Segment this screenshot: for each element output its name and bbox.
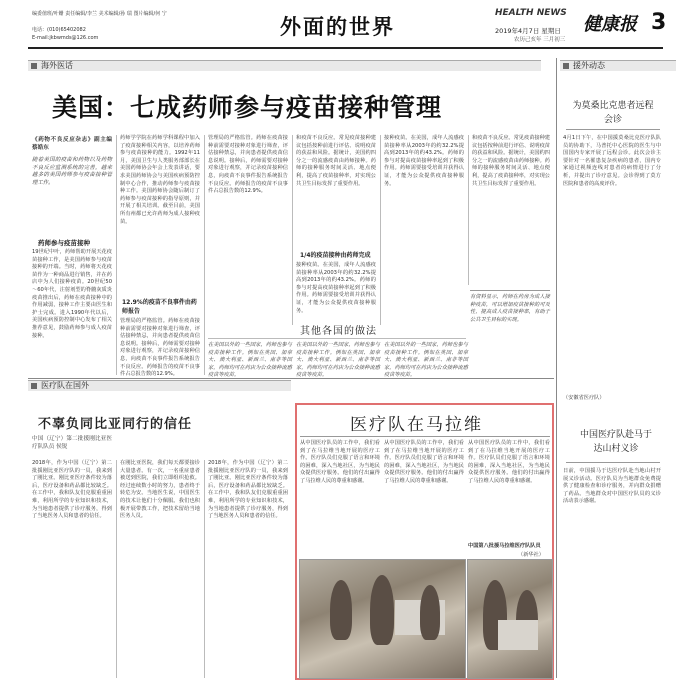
malawi-photo-side <box>467 559 553 679</box>
divider <box>204 135 205 375</box>
main-lead: 随着美国的疫苗和药物以及药物不良反应监测系统的完善，越来越多的美国药师参与疫苗接种管理工作。 <box>32 157 112 186</box>
main-col-2b: 管理局的严格监管。药师在疫苗接种前需要对接种对象进行筛查，评估接种禁忌，并向患者提供疫苗信息说明。接种后，药师需要对接种对象进行观察，并记录疫苗接种信息，向疫苗不良事件报告系统报告不良反应。药师报告的疫苗不良事件占总报告数的12.9%。 <box>120 318 200 378</box>
main-col-2: 药师学学院在药师学科课程中加入了疫苗接种相关内容，以培养药师参与疫苗接种的能力。1992年11月，美国卫生与人类服务部部长在美国药师协会年会上发表讲话，要求美国药师协会与美国疾病预防控制中心合作，推动药师参与疫苗接种工作。美国药师协会随后制订了药师参与疫苗接种的指导原则，并开展了相关培训。截至目前，美国所有州都已允许药师为成人接种疫苗。 <box>120 135 200 225</box>
section-rule <box>28 378 554 379</box>
editor-credits <box>32 11 262 18</box>
main-col-4b: 接种疫苗。在美国，成年人流感疫苗接种率从2003年的约32.2%提高到2013年的约43.2%。药师的参与对提高疫苗接种率起到了积极作用。药师需要接受培训并获得认证，才能为公众提供疫苗接种服务。 <box>296 262 376 314</box>
malawi-col-1: 从中国医疗队员的工作中，我们看到了在马拉维当地开展的医疗工作。医疗队员们克服了语言和环境的困难，深入当地社区，为当地民众提供医疗服务。他们的付出赢得了马拉维人民的尊重和感谢。 <box>300 440 380 484</box>
malawi-col-2: 从中国医疗队员的工作中，我们看到了在马拉维当地开展的医疗工作。医疗队员们克服了语言和环境的困难，深入当地社区，为当地民众提供医疗服务。他们的付出赢得了马拉维人民的尊重和感谢。 <box>384 440 464 484</box>
masthead <box>0 0 682 50</box>
main-col-1: 19世纪中叶，药师帮助开展天花疫苗接种工作，是美国药师参与疫苗接种的开端。当时，药师将天花疫苗作为一种商品进行销售，并在药店中为人们接种疫苗。20世纪50～60年代，注射剂型的脊髓灰质炎疫苗推出后，药师在疫苗接种中的作用减弱，接种工作主要由医生和护士完成。进入1990年代以后，美国疾病预防控制中心发布了相关推荐意见，鼓励药师参与成人疫苗接种。 <box>32 249 112 339</box>
divider <box>204 460 205 678</box>
credit-3: 美术编辑/孙 瑞 <box>98 11 132 17</box>
section-label-column <box>560 60 676 71</box>
subhead-2: 12.9%的疫苗不良事件由药师报告 <box>122 299 197 315</box>
aid-col-1: 2018年，作为中国（辽宁）第二批援刚比亚医疗队的一员，我来到了刚比亚。刚比亚医疗条件较为落后，医疗设备和药品都比较缺乏。在工作中，我和队友们克服重重困难，利用所学的专业知识和技术，为当地患者提供了诊疗服务，得到了当地医务人员和患者的信任。 <box>32 460 112 520</box>
malawi-photo-main <box>299 559 466 679</box>
sidebar-col-2: 在美国以外的一些国家，药师也参与疫苗接种工作。例如在英国、加拿大、澳大利亚、新西兰、南非等国家，药师均可在药店为公众接种流感疫苗等疫苗。 <box>296 342 380 379</box>
malawi-caption: 中国第八批援马拉维医疗队队员 <box>468 543 541 549</box>
right-headline: 为莫桑比克患者远程会诊 <box>572 101 654 125</box>
contact-2: E-mail:jkbwmds@126.com <box>32 35 99 41</box>
contact-1: 电话：(010)65402082 <box>32 27 86 33</box>
box-note: 有资料显示，药师在药房为成人接种疫苗，可以增加疫苗接种的可及性，提高成人疫苗接种率，有助于公共卫生目标的实现。 <box>470 290 550 342</box>
subhead-1: 药师参与疫苗接种 <box>38 239 90 247</box>
right-bottom-rule <box>566 462 660 463</box>
divider <box>116 135 117 375</box>
main-col-3: 管理局的严格监管。药师在疫苗接种前需要对接种对象进行筛查，评估接种禁忌，并向患者提供疫苗信息说明。接种后，药师需要对接种对象进行观察，并记录疫苗接种信息，向疫苗不良事件报告系统报告不良反应。药师报告的疫苗不良事件占总报告数的12.9%。 <box>208 135 288 195</box>
right-bottom-headline: 中国医疗队赴马于达山村义诊 <box>580 430 653 454</box>
date-line: 2019年4月7日 星期日 <box>495 27 561 35</box>
malawi-rule <box>300 436 550 437</box>
main-col-5: 接种疫苗。在美国，成年人流感疫苗接种率从2003年的约32.2%提高到2013年的约43.2%。药师的参与对提高疫苗接种率起到了积极作用。药师需要接受培训并获得认证，才能为公众提供疫苗接种服务。 <box>384 135 464 187</box>
divider <box>380 135 381 325</box>
section-label-aid-text: 医疗队在国外 <box>41 381 89 390</box>
sidebar-rule <box>208 338 466 339</box>
right-source: （安徽省医疗队） <box>563 395 605 401</box>
divider <box>116 460 117 678</box>
aid-col-2: 在刚比亚医院，我们每天都要接诊大量患者。有一次，一名重症患者被送到医院，我们立即组织抢救。经过连续数小时的努力，患者终于转危为安。当地医生说，中国医生的技术让他们十分佩服。我们也积极开展带教工作，把技术留给当地医务人员。 <box>120 460 200 520</box>
main-headline: 美国：七成药师参与疫苗接种管理 <box>52 93 443 122</box>
right-bottom-text: 日前，中国援马于达医疗队赴当地山村开展义诊活动。医疗队员为当地群众免费提供了健康检查和诊疗服务，并向群众捐赠了药品。当地群众对中国医疗队员的义诊活动表示感谢。 <box>563 468 661 505</box>
column-divider <box>556 58 557 678</box>
section-label-overseas-text: 海外医话 <box>41 61 73 70</box>
sidebar-col-1: 在美国以外的一些国家，药师也参与疫苗接种工作。例如在英国、加拿大、澳大利亚、新西兰、南非等国家，药师均可在药店为公众接种流感疫苗等疫苗。 <box>208 342 292 379</box>
right-text: 4月1日下午，在中国援莫桑比克医疗队队员的协助下，马普托中心医院的医生与中国国内专家开展了远程会诊。此次会诊主要针对一名罹患复杂疾病的患者，国内专家通过视频连线对患者的病情进行了分析，并提出了诊疗意见。会诊得到了莫方医院和患者的高度评价。 <box>563 135 661 187</box>
sidebar-title: 其他各国的做法 <box>300 326 377 337</box>
main-col-6: 和疫苗不良反应。常见疫苗接种建议包括按种前进行评估、说明疫苗的获益和风险。据统计，美国约四分之一的流感疫苗由药师接种。药师的接种服务时间灵活、地点便利，提高了疫苗接种率，对实现公共卫生目标发挥了重要作用。 <box>472 135 550 187</box>
subhead-3: 1/4的疫苗接种由药师完成 <box>300 252 371 259</box>
cn-name: 健康报 <box>583 14 637 35</box>
aid-headline: 不辜负同比亚同行的信任 <box>38 417 193 432</box>
aid-byline: 中国（辽宁）第二批援刚比亚医疗队队员 侯锐 <box>32 436 112 450</box>
right-rule <box>566 129 660 130</box>
sidebar-col-3: 在美国以外的一些国家，药师也参与疫苗接种工作。例如在英国、加拿大、澳大利亚、新西兰、南非等国家，药师均可在药店为公众接种流感疫苗等疫苗。 <box>384 342 468 379</box>
en-name: HEALTH NEWS <box>495 8 567 18</box>
aid-col-3: 2018年，作为中国（辽宁）第二批援刚比亚医疗队的一员，我来到了刚比亚。刚比亚医疗条件较为落后，医疗设备和药品都比较缺乏。在工作中，我和队友们克服重重困难，利用所学的专业知识和技术，为当地患者提供了诊疗服务，得到了当地医务人员和患者的信任。 <box>208 460 288 520</box>
page-number: 3 <box>651 10 667 35</box>
malawi-col-3: 从中国医疗队员的工作中，我们看到了在马拉维当地开展的医疗工作。医疗队员们克服了语言和环境的困难，深入当地社区，为当地民众提供医疗服务。他们的付出赢得了马拉维人民的尊重和感谢。 <box>468 440 550 484</box>
section-title: 外面的世界 <box>280 15 395 39</box>
section-label-column-text: 援外动态 <box>573 61 605 70</box>
malawi-headline: 医疗队在马拉维 <box>350 415 483 435</box>
main-byline: 《药物不良反应杂志》副主编 蔡皓东 <box>32 137 112 151</box>
main-col-4: 和疫苗不良反应。常见疫苗接种建议包括按种前进行评估、说明疫苗的获益和风险。据统计，美国约四分之一的流感疫苗由药师接种。药师的接种服务时间灵活、地点便利，提高了疫苗接种率，对实现公共卫生目标发挥了重要作用。 <box>296 135 376 187</box>
section-label-overseas <box>28 60 541 71</box>
credit-1: 编委值班/叶姗 <box>32 11 64 17</box>
divider <box>468 135 469 285</box>
credit-2: 责任编辑/李兰 <box>65 11 97 17</box>
date-line-2: 农历己亥年 三月初三 <box>514 37 566 43</box>
masthead-rule <box>28 47 663 49</box>
divider <box>292 135 293 325</box>
credit-4: 图片编辑/何 宁 <box>133 11 167 17</box>
malawi-credit: （新华社） <box>518 552 544 558</box>
section-label-aid <box>28 380 291 391</box>
